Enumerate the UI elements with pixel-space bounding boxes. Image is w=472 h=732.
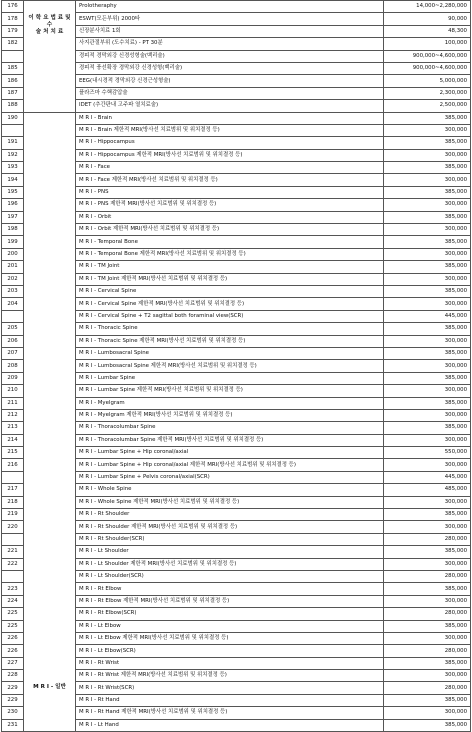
item-name: M R I - Rt Wrist 제한적 MRI(방사선 치료범위 및 위치결정 등) <box>76 670 384 682</box>
row-number <box>2 124 24 136</box>
item-name: M R I - Rt Hand <box>76 694 384 706</box>
item-name: M R I - Rt Shoulder <box>76 509 384 521</box>
item-price: 2,500,000 <box>384 100 471 112</box>
row-number: 192 <box>2 149 24 161</box>
row-number: 224 <box>2 595 24 607</box>
item-price: 385,000 <box>384 422 471 434</box>
item-name: M R I - Thoracic Spine 제한적 MRI(방사선 치료범위 및 위치결정 등) <box>76 335 384 347</box>
row-number: 178 <box>2 13 24 25</box>
item-name: M R I - Hippocampus 제한적 MRI(방사선 치료범위 및 위치결정 등) <box>76 149 384 161</box>
item-price: 280,000 <box>384 608 471 620</box>
item-price: 445,000 <box>384 310 471 322</box>
row-number: 214 <box>2 434 24 446</box>
item-name: M R I - Orbit <box>76 211 384 223</box>
item-price: 300,000 <box>384 385 471 397</box>
item-name: Prolotheraphy <box>76 1 384 13</box>
row-number: 225 <box>2 608 24 620</box>
item-price: 385,000 <box>384 285 471 297</box>
row-number: 218 <box>2 496 24 508</box>
item-name: M R I - Lt Elbow <box>76 620 384 632</box>
item-name: M R I - Cervical Spine + T2 sagittal both foraminal view(SCR) <box>76 310 384 322</box>
item-price: 280,000 <box>384 533 471 545</box>
row-number: 185 <box>2 62 24 74</box>
item-price: 300,000 <box>384 632 471 644</box>
item-name: M R I - Brain 제한적 MRI(방사선 치료범위 및 위치결정 등) <box>76 124 384 136</box>
row-number: 193 <box>2 162 24 174</box>
item-price: 14,000~2,280,000 <box>384 1 471 13</box>
item-name: M R I - Rt Wrist <box>76 657 384 669</box>
item-name: M R I - Thoracic Spine <box>76 323 384 335</box>
row-number: 210 <box>2 385 24 397</box>
row-number <box>2 310 24 322</box>
row-number: 201 <box>2 261 24 273</box>
item-price: 385,000 <box>384 509 471 521</box>
item-price: 300,000 <box>384 298 471 310</box>
item-price: 300,000 <box>384 459 471 471</box>
fee-table-body <box>2 1 471 732</box>
row-number <box>2 50 24 62</box>
item-name: 신장분사치료 1회 <box>76 25 384 37</box>
item-name: M R I - Cervical Spine <box>76 285 384 297</box>
item-name: M R I - Rt Elbow <box>76 583 384 595</box>
item-name: EEG(내시경적 경막외강 신경근성형술) <box>76 75 384 87</box>
row-number <box>2 533 24 545</box>
item-price: 385,000 <box>384 546 471 558</box>
row-number: 229 <box>2 694 24 706</box>
row-number: 206 <box>2 335 24 347</box>
item-name: M R I - Whole Spine 제한적 MRI(방사선 치료범위 및 위치결정 등) <box>76 496 384 508</box>
row-number: 188 <box>2 100 24 112</box>
row-number: 228 <box>2 670 24 682</box>
row-number: 179 <box>2 25 24 37</box>
item-name: 경피적 경막외강 신경성형술(백리술) <box>76 50 384 62</box>
item-price: 385,000 <box>384 137 471 149</box>
item-price: 385,000 <box>384 372 471 384</box>
item-name: M R I - Myelgram <box>76 397 384 409</box>
item-name: M R I - Brain <box>76 112 384 124</box>
item-name: M R I - Lt Hand <box>76 719 384 731</box>
item-price: 485,000 <box>384 484 471 496</box>
mri-category-label: M R I - 일반 <box>33 684 66 691</box>
row-number: 216 <box>2 459 24 471</box>
item-price: 300,000 <box>384 335 471 347</box>
row-number: 230 <box>2 707 24 719</box>
table-row <box>2 1 471 13</box>
item-price: 300,000 <box>384 149 471 161</box>
item-price: 385,000 <box>384 583 471 595</box>
row-number: 222 <box>2 558 24 570</box>
item-price: 300,000 <box>384 409 471 421</box>
item-name: M R I - Lt Elbow(SCR) <box>76 645 384 657</box>
row-number: 212 <box>2 409 24 421</box>
item-name: M R I - PNS 제한적 MRI(방사선 치료범위 및 위치결정 등) <box>76 199 384 211</box>
item-price: 280,000 <box>384 645 471 657</box>
item-name: M R I - Face 제한적 MRI(방사선 치료범위 및 위치결정 등) <box>76 174 384 186</box>
row-number: 226 <box>2 632 24 644</box>
item-name: M R I - Whole Spine <box>76 484 384 496</box>
top-category-label: 이 학 요 법 료 및 수 술 처 치 료 <box>28 15 71 35</box>
item-name: M R I - Rt Wrist(SCR) <box>76 682 384 694</box>
item-name: 플라즈마 수핵감압술 <box>76 87 384 99</box>
row-number: 199 <box>2 236 24 248</box>
item-price: 300,000 <box>384 558 471 570</box>
row-number: 211 <box>2 397 24 409</box>
row-number: 221 <box>2 546 24 558</box>
item-name: ESWT(모든부위) 2000타 <box>76 13 384 25</box>
item-price: 385,000 <box>384 719 471 731</box>
row-number: 191 <box>2 137 24 149</box>
row-number: 215 <box>2 447 24 459</box>
fee-table <box>1 0 471 732</box>
row-number: 176 <box>2 1 24 13</box>
item-price: 280,000 <box>384 570 471 582</box>
item-name: M R I - Rt Elbow(SCR) <box>76 608 384 620</box>
item-price: 300,000 <box>384 360 471 372</box>
item-name: M R I - Face <box>76 162 384 174</box>
row-number: 227 <box>2 657 24 669</box>
item-price: 280,000 <box>384 682 471 694</box>
item-price: 300,000 <box>384 595 471 607</box>
item-price: 300,000 <box>384 670 471 682</box>
row-number: 204 <box>2 298 24 310</box>
row-number: 195 <box>2 186 24 198</box>
row-number <box>2 471 24 483</box>
item-price: 385,000 <box>384 261 471 273</box>
item-name: M R I - Lumbosacral Spine <box>76 347 384 359</box>
row-number: 207 <box>2 347 24 359</box>
row-number: 203 <box>2 285 24 297</box>
row-number: 196 <box>2 199 24 211</box>
item-name: M R I - Rt Shoulder(SCR) <box>76 533 384 545</box>
item-name: M R I - TM Joint 제한적 MRI(방사선 치료범위 및 위치결정 등) <box>76 273 384 285</box>
mri-category-cell <box>24 112 76 732</box>
item-name: M R I - Lt Shoulder 제한적 MRI(방사선 치료범위 및 위치결정 등) <box>76 558 384 570</box>
item-price: 385,000 <box>384 620 471 632</box>
row-number: 202 <box>2 273 24 285</box>
item-price: 300,000 <box>384 434 471 446</box>
item-name: M R I - Rt Shoulder 제한적 MRI(방사선 치료범위 및 위치결정 등) <box>76 521 384 533</box>
item-price: 385,000 <box>384 657 471 669</box>
item-name: M R I - Thoracolumbar Spine 제한적 MRI(방사선 치료범위 및 위치결정 등) <box>76 434 384 446</box>
item-price: 300,000 <box>384 199 471 211</box>
item-price: 300,000 <box>384 707 471 719</box>
item-name: M R I - Lt Shoulder(SCR) <box>76 570 384 582</box>
row-number: 219 <box>2 509 24 521</box>
row-number <box>2 570 24 582</box>
item-name: M R I - Orbit 제한적 MRI(방사선 치료범위 및 위치결정 등) <box>76 224 384 236</box>
row-number: 200 <box>2 248 24 260</box>
item-name: M R I - Temporal Bone 제한적 MRI(방사선 치료범위 및 위치결정 등) <box>76 248 384 260</box>
row-number: 213 <box>2 422 24 434</box>
item-price: 100,000 <box>384 38 471 50</box>
row-number: 187 <box>2 87 24 99</box>
item-name: M R I - Lumbar Spine + Hip coronal/axial 제한적 MRI(방사선 치료범위 및 위치결정 등) <box>76 459 384 471</box>
item-price: 90,000 <box>384 13 471 25</box>
item-name: M R I - Hippocampus <box>76 137 384 149</box>
item-price: 300,000 <box>384 124 471 136</box>
item-price: 300,000 <box>384 496 471 508</box>
row-number: 225 <box>2 620 24 632</box>
item-price: 385,000 <box>384 236 471 248</box>
row-number: 182 <box>2 38 24 50</box>
item-price: 300,000 <box>384 248 471 260</box>
item-price: 385,000 <box>384 112 471 124</box>
item-name: M R I - PNS <box>76 186 384 198</box>
row-number: 208 <box>2 360 24 372</box>
row-number: 186 <box>2 75 24 87</box>
item-price: 300,000 <box>384 174 471 186</box>
item-price: 900,000~4,600,000 <box>384 62 471 74</box>
item-name: M R I - Lt Shoulder <box>76 546 384 558</box>
item-price: 300,000 <box>384 224 471 236</box>
item-price: 385,000 <box>384 694 471 706</box>
item-price: 300,000 <box>384 273 471 285</box>
item-price: 385,000 <box>384 211 471 223</box>
item-price: 2,300,000 <box>384 87 471 99</box>
top-category-cell <box>24 1 76 113</box>
item-price: 385,000 <box>384 397 471 409</box>
item-price: 385,000 <box>384 323 471 335</box>
item-price: 385,000 <box>384 347 471 359</box>
item-price: 385,000 <box>384 186 471 198</box>
row-number: 198 <box>2 224 24 236</box>
row-number: 190 <box>2 112 24 124</box>
row-number: 231 <box>2 719 24 731</box>
item-price: 550,000 <box>384 447 471 459</box>
item-price: 385,000 <box>384 162 471 174</box>
row-number: 205 <box>2 323 24 335</box>
item-name: M R I - TM Joint <box>76 261 384 273</box>
item-price: 445,000 <box>384 471 471 483</box>
item-name: M R I - Myelgram 제한적 MRI(방사선 치료범위 및 위치결정 등) <box>76 409 384 421</box>
item-price: 900,000~4,600,000 <box>384 50 471 62</box>
item-name: M R I - Rt Elbow 제한적 MRI(방사선 치료범위 및 위치결정 등) <box>76 595 384 607</box>
row-number: 223 <box>2 583 24 595</box>
row-number: 229 <box>2 682 24 694</box>
table-row <box>2 112 471 124</box>
row-number: 217 <box>2 484 24 496</box>
item-name: IDET (추간판내 고주파 열치료술) <box>76 100 384 112</box>
row-number: 194 <box>2 174 24 186</box>
item-name: M R I - Lumbar Spine + Hip coronal/axial <box>76 447 384 459</box>
item-name: M R I - Lumbar Spine <box>76 372 384 384</box>
item-name: M R I - Cervical Spine 제한적 MRI(방사선 치료범위 및 위치결정 등) <box>76 298 384 310</box>
row-number: 220 <box>2 521 24 533</box>
item-name: M R I - Lt Elbow 제한적 MRI(방사선 치료범위 및 위치결정 등) <box>76 632 384 644</box>
item-name: M R I - Temporal Bone <box>76 236 384 248</box>
item-name: M R I - Lumbosacral Spine 제한적 MRI(방사선 치료범위 및 위치결정 등) <box>76 360 384 372</box>
item-name: 경피적 풍선확장 경막외강 신경성형(백리술) <box>76 62 384 74</box>
item-name: 사지관절부위 (도수치료) - PT 30분 <box>76 38 384 50</box>
row-number: 226 <box>2 645 24 657</box>
item-name: M R I - Lumbar Spine 제한적 MRI(방사선 치료범위 및 위치결정 등) <box>76 385 384 397</box>
row-number: 197 <box>2 211 24 223</box>
item-name: M R I - Lumbar Spine + Pelvis coronal/axial(SCR) <box>76 471 384 483</box>
item-price: 48,300 <box>384 25 471 37</box>
item-price: 300,000 <box>384 521 471 533</box>
item-name: M R I - Thoracolumbar Spine <box>76 422 384 434</box>
row-number: 209 <box>2 372 24 384</box>
item-name: M R I - Rt Hand 제한적 MRI(방사선 치료범위 및 위치결정 등) <box>76 707 384 719</box>
item-price: 5,000,000 <box>384 75 471 87</box>
